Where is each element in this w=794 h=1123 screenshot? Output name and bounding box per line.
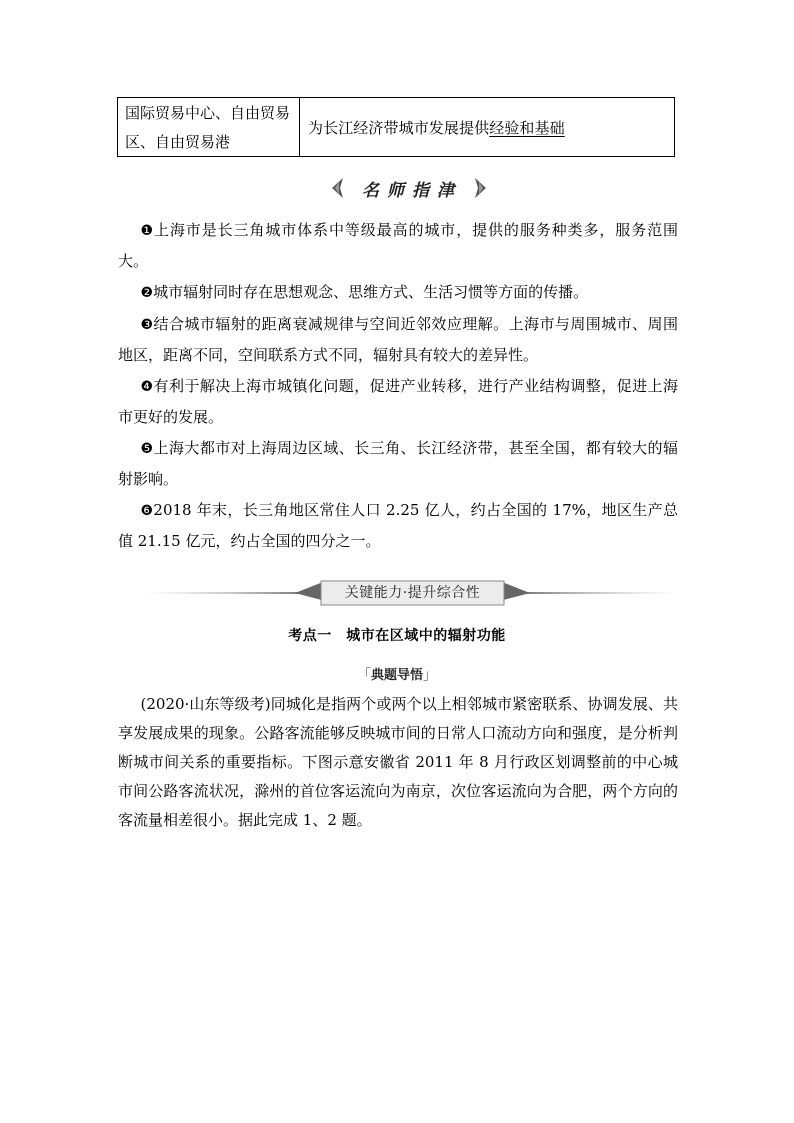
tip-text: 结合城市辐射的距离衰减规律与空间近邻效应理解。上海市与周围城市、周围地区，距离不同，空间联系方式不同，辐射具有较大的差异性。 [118,315,678,364]
section-label: 关键能力·提升综合性 [344,585,481,601]
tip-item [118,215,678,276]
left-chevron-icon [330,177,344,199]
topic-title: 考点一 城市在区域中的辐射功能 [288,628,506,644]
summary-table [117,97,675,157]
tip-item [118,433,678,494]
tip-item [118,277,678,308]
table-cell-right [300,98,674,156]
tip-number: ❺ [140,441,154,457]
sub-heading-text: 典题导悟 [370,668,423,683]
tips-banner [330,174,488,202]
sub-heading-open: 「 [357,668,371,683]
tips-list [118,215,678,557]
tip-text: 上海市是长三角城市体系中等级最高的城市，提供的服务种类多，服务范围大。 [118,221,678,270]
sub-heading [0,664,794,683]
sub-heading-close: 」 [423,668,437,683]
tip-item [118,309,678,370]
table-cell-right-text: 为长江经济带城市发展提供 [308,118,490,137]
table-cell-right-underlined: 经验和基础 [489,118,565,137]
tip-text: 2018 年末，长三角地区常住人口 2.25 亿人，约占全国的 17%，地区生产总值 21.15 亿元，约占全国的四分之一。 [118,501,678,550]
question-block [118,690,678,836]
tip-item [118,371,678,432]
section-band [145,578,680,608]
tip-number: ❷ [140,285,154,301]
tip-number: ❶ [140,223,154,239]
table-cell-left: 国际贸易中心、自由贸易区、自由贸易港 [118,98,300,156]
tip-number: ❹ [140,379,154,395]
banner-title: 名师指津 [362,180,462,201]
tip-text: 上海大都市对上海周边区域、长三角、长江经济带，甚至全国，都有较大的辐射影响。 [118,439,678,488]
question-text: (2020·山东等级考)同城化是指两个或两个以上相邻城市紧密联系、协调发展、共享发展成果的现象。公路客流能够反映城市间的日常人口流动方向和强度，是分析判断城市间关系的重要指标。下图示意安徽省 2011 年 8 月行政区划调整前的中心城市间公路客流状况，滁州的首位客运流向为南京，次位客运流向为合肥，两个方向的客流量相差很小。据此完成 1、2 题。 [118,695,678,829]
tip-number: ❻ [140,503,154,519]
tip-item [118,495,678,556]
tip-text: 城市辐射同时存在思想观念、思维方式、生活习惯等方面的传播。 [153,283,589,301]
right-chevron-icon [474,177,488,199]
tip-number: ❸ [140,317,154,333]
tip-text: 有利于解决上海市城镇化问题，促进产业转移，进行产业结构调整，促进上海市更好的发展。 [118,377,678,426]
